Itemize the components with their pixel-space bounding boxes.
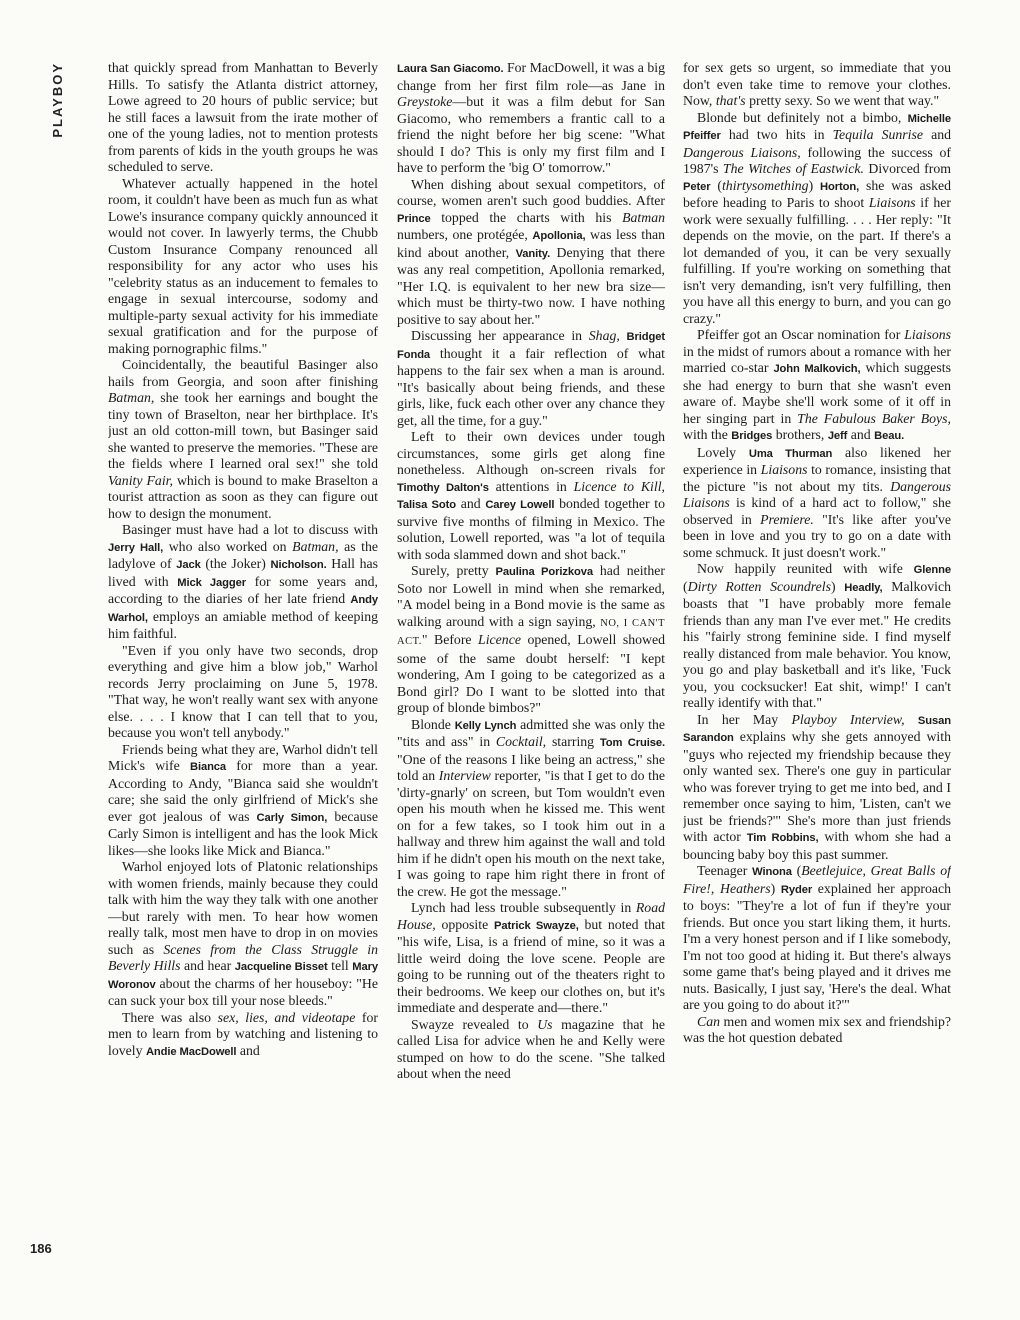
- text-run: employs an amiable method of keeping him faithful.: [108, 608, 378, 641]
- article-paragraph: [108, 60, 378, 176]
- article-paragraph: [108, 522, 378, 643]
- italic-title: Liaisons: [904, 327, 951, 342]
- text-run: opened, Lowell showed some of the same doubt herself: "I kept wondering, Am I going to be categorized as a Bond girl? Do I want to be slotted into that group of blonde bimbos?": [397, 632, 665, 715]
- person-name: Michelle Pfeiffer: [683, 112, 951, 142]
- italic-title: Licence to Kill,: [573, 478, 665, 494]
- person-name: Horton,: [820, 180, 860, 193]
- person-name: Bianca: [189, 761, 227, 773]
- article-paragraph: [108, 859, 378, 1010]
- text-run: Coincidentally, the beautiful Basinger also hails from Georgia, and soon after finishing: [108, 357, 378, 389]
- text-run: Whatever actually happened in the hotel room, it couldn't have been as much fun as what Lowe's insurance company quickly announced it would not cover. In lawyerly terms, the Chubb Custom Insurance Company renounced all responsibility for any actor who uses his "celebrity status as an inducement to females to engage in sexual intercourse, sodomy and multiple-party sexual activity for his immediate sexual gratification and for the purpose of making pornographic films.": [108, 175, 378, 356]
- text-run: (: [710, 177, 722, 193]
- text-run: Swayze revealed to: [411, 1016, 538, 1032]
- page-number: 186: [30, 1241, 52, 1256]
- magazine-name: PLAYBOY: [50, 62, 65, 138]
- italic-title: Dangerous Liaisons: [683, 478, 951, 510]
- person-name: Beau.: [874, 430, 905, 442]
- text-run: " Before: [421, 632, 479, 647]
- text-run: Basinger must have had a lot to discuss with: [122, 522, 378, 537]
- text-run: as the ladylove of: [108, 538, 378, 571]
- text-run: Discussing her appearance in: [411, 328, 589, 343]
- text-run: for men to learn from by watching and listening to lovely: [108, 1009, 378, 1058]
- text-run: Pfeiffer got an Oscar nomination for: [697, 327, 905, 342]
- person-name: Bridges: [731, 430, 773, 442]
- text-run: opposite: [435, 916, 494, 932]
- text-run: Friends being what they are, Warhol didn't tell Mick's wife: [108, 741, 378, 773]
- person-name: Susan Sarandon: [683, 714, 951, 744]
- text-run: with the: [683, 427, 732, 442]
- text-run: topped the charts with his: [430, 209, 623, 225]
- text-run: reporter, "is that I get to do the 'dirty-gnarly' on screen, but Tom wouldn't even open his mouth when he kissed me. This went on for a few takes, so I took him out in a hallway and threw him against the wall and told him if he didn't open his mouth on the next take, I was going to rape him right there in front of the crew. He got the message.": [397, 768, 665, 899]
- person-name: Apollonia,: [532, 230, 586, 242]
- article-paragraph: [397, 328, 665, 429]
- text-run: Blonde: [411, 716, 455, 732]
- text-run: Lovely: [697, 444, 749, 460]
- article-paragraph: [683, 863, 951, 1014]
- text-run: ): [808, 177, 821, 193]
- article-paragraph: [397, 60, 665, 177]
- text-run: which suggests she had energy to burn that she wasn't even aware of. Maybe she'll work some of it off in her singing part in: [683, 360, 951, 426]
- text-run: There was also: [122, 1009, 218, 1025]
- italic-title: Shag,: [588, 328, 620, 343]
- text-run: that quickly spread from Manhattan to Beverly Hills. To satisfy the Atlanta district attorney, Lowe agreed to 20 hours of public service; but he still faces a lawsuit from the irate mother of one of the young ladies, not to mention protests from parents of kids in the youth groups he was scheduled to serve.: [108, 60, 378, 174]
- person-name: Uma Thurman: [748, 447, 833, 460]
- article-paragraph: [683, 327, 951, 445]
- person-name: Ryder: [780, 883, 813, 896]
- text-run: in the midst of rumors about a romance with her married co-star: [683, 343, 951, 375]
- text-run: and hear: [180, 958, 235, 973]
- italic-title: sex, lies, and videotape: [217, 1009, 356, 1025]
- article-paragraph: [397, 717, 665, 901]
- italic-title: Premiere.: [760, 511, 814, 527]
- text-run: Blonde but definitely not a bimbo,: [697, 109, 908, 125]
- italic-title: Tequila Sunrise: [832, 127, 923, 142]
- italic-title: Dirty Rotten Scoundrels: [687, 578, 831, 594]
- person-name: Tim Robbins,: [746, 832, 819, 844]
- article-paragraph: [683, 445, 951, 562]
- text-run: and: [847, 427, 875, 442]
- italic-title: Cocktail,: [495, 734, 547, 749]
- text-run: numbers, one protégée,: [397, 227, 533, 242]
- text-run: In her May: [697, 711, 792, 727]
- italic-title: Can: [697, 1013, 720, 1029]
- column-3: [683, 60, 951, 1270]
- text-run: admitted she was only the "tits and ass" in: [397, 716, 665, 749]
- person-name: Tom Cruise.: [599, 737, 665, 749]
- text-run: tell: [327, 958, 353, 973]
- text-run: but noted that "his wife, Lisa, is a friend of mine, so it was a little weird doing the love scene. People are going to be running out of the theaters right to their bedrooms. We keep our clothes on, but it's immediate and desperate and—there.": [397, 916, 665, 1015]
- article-paragraph: [108, 176, 378, 358]
- text-run: about the charms of her houseboy: "He can suck your box till your nose bleeds.": [108, 975, 378, 1008]
- article-paragraph: [397, 563, 665, 717]
- person-name: Patrick Swayze,: [493, 919, 579, 932]
- text-run: magazine that he called Lisa for advice when he and Kelly were stumped on how to do the scene. "She talked about when the need: [397, 1016, 665, 1081]
- text-run: which is bound to make Braselton a tourist attraction as soon as they can figure out how to design the monument.: [108, 472, 378, 521]
- person-name: Mary Woronov: [108, 961, 378, 991]
- text-run: is kind of a hard act to follow," she observed in: [683, 495, 951, 527]
- person-name: Winona: [752, 866, 792, 878]
- text-run: explained her approach to boys: "They're a lot of fun if they're your friends. But once you start liking them, it hurts. I'm a very honest person and if I like somebody, I'm not too good at hiding it. But there's always some game that's being played and it drives me nuts. Basically, I just say, 'Here's the deal. What are you going to do about it?'": [683, 880, 951, 1012]
- article-paragraph: [108, 742, 378, 860]
- person-name: Prince: [397, 212, 431, 225]
- text-run: she was asked before heading to Paris to shoot: [683, 177, 951, 210]
- text-run: for some years and, according to the diaries of her late friend: [108, 573, 378, 606]
- text-run: Malkovich boasts that "I have probably more female friends than any man I've ever met." He credits his "fairly strong feminine side. I find myself really distanced from male behavior. You know, you go and play basketball and it's like, 'Fuck you, you cocksucker! Eat shit, wimp!' I can't really identify with that.": [683, 578, 951, 710]
- text-run: bonded together to survive five months of filming in Mexico. The solution, Lowell reported, was "a lot of tequila with soda slammed down and shot back.": [397, 496, 665, 562]
- text-run: Lynch had less trouble subsequently in: [411, 900, 636, 915]
- text-run: had neither Soto nor Lowell in mind when she remarked, "A model being in a Bond movie is the same as walking around with a sign saying,: [397, 563, 665, 629]
- text-run: brothers,: [772, 427, 828, 442]
- text-run: and: [236, 1042, 260, 1058]
- italic-title: The Fabulous Baker Boys,: [797, 410, 951, 426]
- article-paragraph: [683, 1014, 951, 1047]
- text-run: because Carly Simon is intelligent and has the look Mick likes—she looks like Mick and Bianca.": [108, 808, 378, 858]
- text-run: Hall has lived with: [108, 556, 378, 589]
- italic-title: Vanity Fair,: [108, 472, 173, 488]
- person-name: Peter: [683, 180, 711, 193]
- text-run: to romance, insisting that the picture "is not about my tits.: [683, 462, 951, 494]
- article-paragraph: [108, 1010, 378, 1061]
- text-run: "One of the reasons I like being an actress," she told an: [397, 751, 665, 783]
- person-name: Jeff: [827, 430, 848, 442]
- person-name: Mick Jagger: [177, 576, 246, 589]
- article-paragraph: [108, 357, 378, 522]
- italic-title: Us: [537, 1016, 553, 1032]
- text-run: who also worked on: [163, 538, 293, 554]
- column-2: [397, 60, 665, 1270]
- text-run: also likened her experience in: [683, 444, 951, 477]
- text-run: Surely, pretty: [411, 563, 496, 578]
- text-run: "It's like after you've been in love and you try to go on a date with some schmuck. It just doesn't work.": [683, 511, 951, 560]
- text-run: Teenager: [697, 863, 753, 878]
- text-run: for more than a year. According to Andy, "Bianca said she wouldn't care; she said the only girlfriend of Mick's she ever got jealous of was: [108, 758, 378, 824]
- italic-title: Interview: [438, 768, 491, 783]
- text-run: Left to their own devices under tough circumstances, some girls get along fine nonetheless. Although on-screen rivals for: [397, 429, 665, 477]
- italic-title: Licence: [478, 632, 521, 647]
- text-run: Divorced from: [863, 161, 951, 176]
- small-caps-text: NO, I CAN'T ACT.: [397, 617, 665, 647]
- text-run: (: [791, 863, 802, 878]
- text-run: For MacDowell, it was a big change from her first film role—as Jane in: [397, 60, 665, 93]
- text-run: explains why she gets annoyed with "guys who rejected my friendship because they only wanted sex. There's one guy in particular who was forever trying to get me into bed, and I remember once saying to him, 'Listen, can't we just be friends?'" She's more than just friends with actor: [683, 729, 951, 844]
- text-run: for sex gets so urgent, so immediate that you don't even take time to remove your clothes. Now,: [683, 60, 951, 108]
- article-paragraph: [397, 429, 665, 563]
- article-paragraph: [683, 561, 951, 712]
- italic-title: Batman,: [108, 390, 155, 405]
- article-paragraph: [683, 110, 951, 328]
- text-run: following the success of 1987's: [683, 144, 951, 176]
- italic-title: Liaisons: [760, 462, 808, 477]
- text-run: ): [830, 578, 845, 594]
- italic-title: The Witches of Eastwick.: [722, 161, 864, 176]
- text-run: When dishing about sexual competitors, of course, women aren't such good buddies. After: [397, 176, 665, 208]
- person-name: Bridget Fonda: [397, 331, 665, 361]
- text-run: pretty sexy. So we went that way.": [745, 93, 940, 108]
- italic-title: Batman,: [292, 538, 339, 554]
- article-paragraph: [683, 712, 951, 864]
- person-name: John Malkovich,: [773, 363, 861, 375]
- text-run: Warhol enjoyed lots of Platonic relationships with women friends, mainly because they could talk with him the way they talk with one another—but rarely with men. To hear how women really talk, most men have to drop in on movies such as: [108, 859, 378, 957]
- text-run: men and women mix sex and friendship? was the hot question debated: [683, 1013, 951, 1045]
- italic-title: Road House,: [397, 900, 665, 932]
- person-name: Vanity.: [515, 247, 551, 260]
- article-paragraph: [108, 643, 378, 742]
- text-run: had two hits in: [720, 127, 833, 142]
- person-name: Jack: [176, 559, 201, 571]
- text-run: if her work were sexually fulfilling. . . . Her reply: "It depends on the movie, on the part. If there's a lot demanded of you, it can be very sexually fulfilling. If you're working on something that isn't very demanding, isn't very fulfilling, then you have all this energy to burn, and you can go crazy.": [683, 195, 951, 326]
- text-run: and: [456, 496, 486, 511]
- person-name: Andy Warhol,: [108, 594, 378, 624]
- article-paragraph: [397, 1017, 665, 1083]
- text-run: thought it a fair reflection of what happens to the fair sex when a man is around. "It's basically about being friends, and these girls, like, fuck each other over any chance they get, all the time, for a guy.": [397, 345, 665, 428]
- person-name: Talisa Soto: [397, 499, 456, 511]
- article-paragraph: [683, 60, 951, 110]
- person-name: Kelly Lynch: [454, 719, 517, 732]
- person-name: Timothy Dalton's: [397, 481, 489, 494]
- text-run: Now happily reunited with wife: [697, 561, 914, 576]
- text-run: [905, 712, 918, 727]
- text-run: (the Joker): [200, 556, 271, 571]
- text-run: ): [770, 880, 781, 896]
- italic-title: Liaisons: [868, 195, 916, 210]
- person-name: Glenne: [913, 564, 951, 576]
- person-name: Nicholson.: [270, 559, 327, 571]
- text-run: Denying that there was any real competition, Apollonia remarked, "Her I.Q. is equivalent to her new bra size—which must be thirty-two now. I have nothing positive to say about her.": [397, 244, 665, 327]
- text-run: —but it was a film debut for San Giacomo, who remembers a frantic call to a friend the night before her big scene: "What should I do? This is only my first film and I have to perform the 'big O' tomorrow.": [397, 94, 665, 175]
- text-run: and: [922, 127, 951, 142]
- text-run: with whom she had a bouncing baby boy this past summer.: [683, 829, 951, 862]
- text-run: (: [683, 578, 688, 594]
- italic-title: Beetlejuice, Great Balls of Fire!, Heathers: [683, 863, 951, 896]
- person-name: Carey Lowell: [485, 499, 555, 511]
- italic-title: Batman: [622, 209, 665, 225]
- person-name: Jacqueline Bisset: [234, 961, 328, 973]
- person-name: Jerry Hall,: [108, 541, 164, 554]
- text-run: [620, 328, 627, 343]
- person-name: Carly Simon,: [256, 811, 328, 824]
- person-name: Laura San Giacomo.: [397, 63, 504, 75]
- person-name: Headly,: [844, 581, 883, 594]
- italic-title: thirtysomething: [721, 177, 809, 193]
- article-paragraph: [397, 177, 665, 329]
- text-run: was less than kind about another,: [397, 227, 665, 260]
- italic-title: Greystoke: [397, 94, 453, 109]
- italic-title: that's: [715, 93, 746, 108]
- person-name: Andie MacDowell: [145, 1045, 237, 1058]
- text-run: she took her earnings and bought the tiny town of Braselton, near her birthplace. It's just an old cotton-mill town, but Basinger said she wanted to preserve the memories. "These are the fields where I learned oral sex!" she told: [108, 390, 378, 471]
- text-run: starring: [546, 734, 600, 749]
- article-paragraph: [397, 900, 665, 1017]
- person-name: Paulina Porizkova: [495, 566, 594, 578]
- italic-title: Scenes from the Class Struggle in Beverly Hills: [108, 941, 378, 973]
- text-run: attentions in: [488, 478, 574, 494]
- column-1: [108, 60, 378, 1270]
- italic-title: Dangerous Liaisons,: [683, 144, 801, 160]
- italic-title: Playboy Interview,: [791, 711, 905, 727]
- text-run: "Even if you only have two seconds, drop everything and give him a blow job," Warhol records Jerry proclaiming on June 5, 1978. "That way, he won't really want sex with anyone else. . . . I know that I can tell that to you, because you won't tell anybody.": [108, 642, 378, 740]
